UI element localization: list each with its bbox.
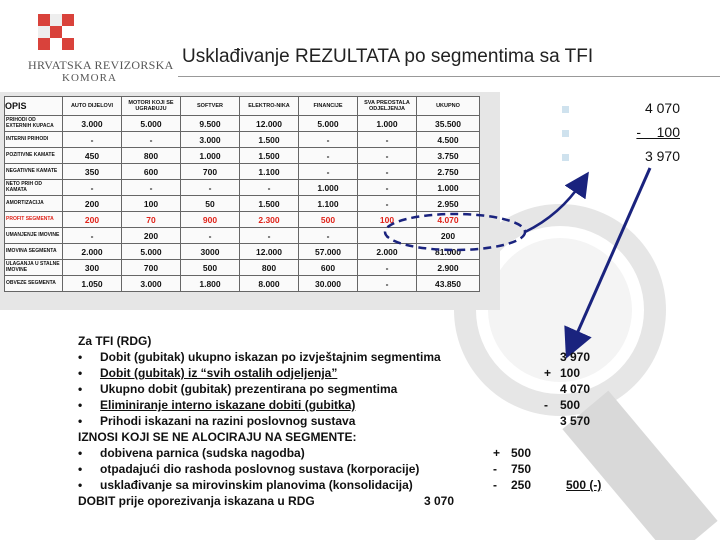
table-row (5, 276, 480, 292)
notes-item-value: 500 (511, 446, 532, 460)
table-cell: 700 (181, 164, 240, 180)
table-cell: - (181, 228, 240, 244)
table-row (5, 244, 480, 260)
side-summary-value: - 100 (636, 124, 680, 140)
logo-text-line2: KOMORA (62, 72, 117, 84)
table-cell: - (358, 132, 417, 148)
table-column-header: AUTO DIJELOVI (63, 97, 122, 116)
notes-item (78, 397, 581, 413)
notes-item-text: dobivena parnica (sudska nagodba) (100, 446, 305, 460)
bullet-dot-icon: • (78, 398, 83, 412)
table-cell: 450 (63, 148, 122, 164)
table-cell: 100 (122, 196, 181, 212)
table-cell: 1.500 (240, 132, 299, 148)
table-cell: 900 (181, 212, 240, 228)
table-cell: 1.050 (63, 276, 122, 292)
notes-item (78, 461, 532, 477)
table-cell: - (299, 132, 358, 148)
notes-item (78, 365, 581, 381)
table-cell: 200 (63, 212, 122, 228)
table-cell: 3.000 (122, 276, 181, 292)
table-cell: 50 (181, 196, 240, 212)
table-column-header: UKUPNO (417, 97, 480, 116)
table-column-header: ELEKTRO-NIKA (240, 97, 299, 116)
table-cell: 2.000 (358, 244, 417, 260)
notes-item (78, 445, 532, 461)
table-row (5, 116, 480, 132)
table-row-label: ULAGANJA U STALNE IMOVINE (5, 260, 63, 276)
table-cell: 1.000 (358, 116, 417, 132)
notes-item-text: Prihodi iskazani na razini poslovnog sustava (100, 414, 356, 428)
table-row-label: POZITIVNE KAMATE (5, 148, 63, 164)
table-cell: - (240, 228, 299, 244)
table-row-label: INTERNI PRIHODI (5, 132, 63, 148)
table-cell: 2.950 (417, 196, 480, 212)
notes-item (78, 477, 602, 493)
table-cell: 350 (63, 164, 122, 180)
table-cell: - (63, 180, 122, 196)
notes-item-value: 500 (560, 398, 581, 412)
table-row (5, 132, 480, 148)
table-cell: - (358, 260, 417, 276)
table-cell: 800 (122, 148, 181, 164)
notes-item-value: 3 970 (560, 350, 591, 364)
table-row-label: NETO PRIH OD KAMATA (5, 180, 63, 196)
table-cell: - (358, 228, 417, 244)
logo-text-line1: HRVATSKA REVIZORSKA (28, 58, 174, 72)
table-cell: 1.000 (417, 180, 480, 196)
table-column-header: FINANCIJE (299, 97, 358, 116)
side-summary-item (560, 148, 680, 172)
title-bar (178, 40, 720, 77)
notes-item-text: Dobit (gubitak) iz “svih ostalih odjeljenja” (100, 366, 338, 380)
table-cell: 600 (299, 260, 358, 276)
notes-item-value: 100 (560, 366, 581, 380)
table-cell: - (240, 180, 299, 196)
table-row-label: OBVEZE SEGMENTA (5, 276, 63, 292)
side-summary-value: 3 970 (644, 148, 680, 164)
table-cell: 200 (122, 228, 181, 244)
table-cell: 1.800 (181, 276, 240, 292)
bullet-dot-icon: • (78, 414, 83, 428)
table-corner-header: OPIS (5, 97, 63, 116)
notes-item-text: Dobit (gubitak) ukupno iskazan po izvještajnim segmentima (100, 350, 441, 364)
table-cell: - (358, 196, 417, 212)
table-cell: 700 (122, 260, 181, 276)
notes-item-sign: - (493, 478, 497, 492)
table-cell: 2.750 (417, 164, 480, 180)
table-column-header: SVA PREOSTALA ODJELJENJA (358, 97, 417, 116)
footer-label: DOBIT prije oporezivanja iskazana u RDG (78, 494, 315, 508)
notes-item-sign: - (544, 398, 548, 412)
side-summary-item (560, 124, 680, 148)
table-cell: - (181, 180, 240, 196)
bullet-dot-icon: • (78, 366, 83, 380)
table-row-label: AMORTIZACIJA (5, 196, 63, 212)
table-cell: 500 (299, 212, 358, 228)
table-row-label: IMOVINA SEGMENTA (5, 244, 63, 260)
table-cell: 2.900 (417, 260, 480, 276)
table-column-header: MOTORI KOJI SE UGRAĐUJU (122, 97, 181, 116)
bullet-dot-icon: • (78, 446, 83, 460)
table-row-label: UMANJENJE IMOVINE (5, 228, 63, 244)
bullet-dot-icon: • (78, 350, 83, 364)
table-cell: 4.070 (417, 212, 480, 228)
table-cell: 12.000 (240, 116, 299, 132)
table-cell: 81.000 (417, 244, 480, 260)
table-cell: 1.000 (181, 148, 240, 164)
table-cell: 57.000 (299, 244, 358, 260)
notes-subheading: IZNOSI KOJI SE NE ALOCIRAJU NA SEGMENTE: (78, 430, 357, 444)
table-cell: 30.000 (299, 276, 358, 292)
bullet-square-icon (562, 106, 569, 113)
table-row-label: NEGATIVNE KAMATE (5, 164, 63, 180)
table-cell: 9.500 (181, 116, 240, 132)
table-cell: 5.000 (122, 244, 181, 260)
bullet-dot-icon: • (78, 478, 83, 492)
table-row (5, 212, 480, 228)
side-summary-item (560, 100, 680, 124)
table-cell: 8.000 (240, 276, 299, 292)
table-cell: 300 (63, 260, 122, 276)
table-cell: 100 (358, 212, 417, 228)
bullet-square-icon (562, 130, 569, 137)
table-cell: 5.000 (122, 116, 181, 132)
notes-item-value: 4 070 (560, 382, 591, 396)
table-cell: - (63, 228, 122, 244)
table-cell: 5.000 (299, 116, 358, 132)
table-cell: 200 (63, 196, 122, 212)
table-cell: 43.850 (417, 276, 480, 292)
table-cell: - (122, 132, 181, 148)
notes-item-text: Ukupno dobit (gubitak) prezentirana po segmentima (100, 382, 398, 396)
table-cell: - (299, 164, 358, 180)
table-cell: - (358, 148, 417, 164)
notes-item-value: 250 (511, 478, 532, 492)
table-cell: - (299, 148, 358, 164)
table-row (5, 260, 480, 276)
table-row (5, 228, 480, 244)
table-row (5, 164, 480, 180)
notes-item-extra: 500 (-) (566, 478, 602, 492)
table-row-label: PROFIT SEGMENTA (5, 212, 63, 228)
side-summary (560, 100, 680, 172)
logo-checker-icon (38, 14, 74, 50)
notes-item (78, 413, 591, 429)
table-cell: - (358, 180, 417, 196)
table-cell: 1.000 (299, 180, 358, 196)
notes-item-sign: + (493, 446, 501, 460)
notes-item-text: otpadajući dio rashoda poslovnog sustava (korporacije) (100, 462, 420, 476)
table-cell: - (122, 180, 181, 196)
table-row (5, 196, 480, 212)
table-cell: 200 (417, 228, 480, 244)
table-cell: 3.750 (417, 148, 480, 164)
notes-item-text: usklađivanje sa mirovinskim planovima (konsolidacija) (100, 478, 413, 492)
table-cell: 3.000 (63, 116, 122, 132)
notes-block (78, 333, 602, 509)
table-row-label: PRIHODI OD EXTERNIH KUPACA (5, 116, 63, 132)
table-column-header: SOFTVER (181, 97, 240, 116)
table-cell: 12.000 (240, 244, 299, 260)
bullet-square-icon (562, 154, 569, 161)
table-cell: 1.100 (299, 196, 358, 212)
notes-heading: Za TFI (RDG) (78, 334, 152, 348)
table-cell: 3.000 (181, 132, 240, 148)
table-cell: 4.500 (417, 132, 480, 148)
logo (8, 14, 178, 84)
table-cell: 1.100 (240, 164, 299, 180)
page-title: Usklađivanje REZULTATA po segmentima sa TFI (182, 46, 594, 67)
segment-table-panel (0, 92, 500, 310)
table-cell: 35.500 (417, 116, 480, 132)
table-cell: 800 (240, 260, 299, 276)
notes-item (78, 349, 591, 365)
table-cell: 70 (122, 212, 181, 228)
table-row (5, 148, 480, 164)
notes-item-value: 750 (511, 462, 532, 476)
table-cell: 1.500 (240, 148, 299, 164)
table-cell: - (299, 228, 358, 244)
notes-item-sign: - (493, 462, 497, 476)
notes-footer (78, 493, 455, 509)
table-cell: 2.000 (63, 244, 122, 260)
table-cell: 600 (122, 164, 181, 180)
table-cell: 2.300 (240, 212, 299, 228)
table-cell: - (63, 132, 122, 148)
bullet-dot-icon: • (78, 462, 83, 476)
table-cell: 500 (181, 260, 240, 276)
table-cell: - (358, 276, 417, 292)
side-summary-value: 4 070 (644, 100, 680, 116)
segment-table (4, 96, 480, 292)
footer-value: 3 070 (424, 494, 455, 508)
notes-item-value: 3 570 (560, 414, 591, 428)
notes-item (78, 381, 591, 397)
bullet-dot-icon: • (78, 382, 83, 396)
notes-item-sign: + (544, 366, 552, 380)
table-cell: 3000 (181, 244, 240, 260)
table-cell: - (358, 164, 417, 180)
table-cell: 1.500 (240, 196, 299, 212)
notes-item-text: Eliminiranje interno iskazane dobiti (gubitka) (100, 398, 356, 412)
table-row (5, 180, 480, 196)
